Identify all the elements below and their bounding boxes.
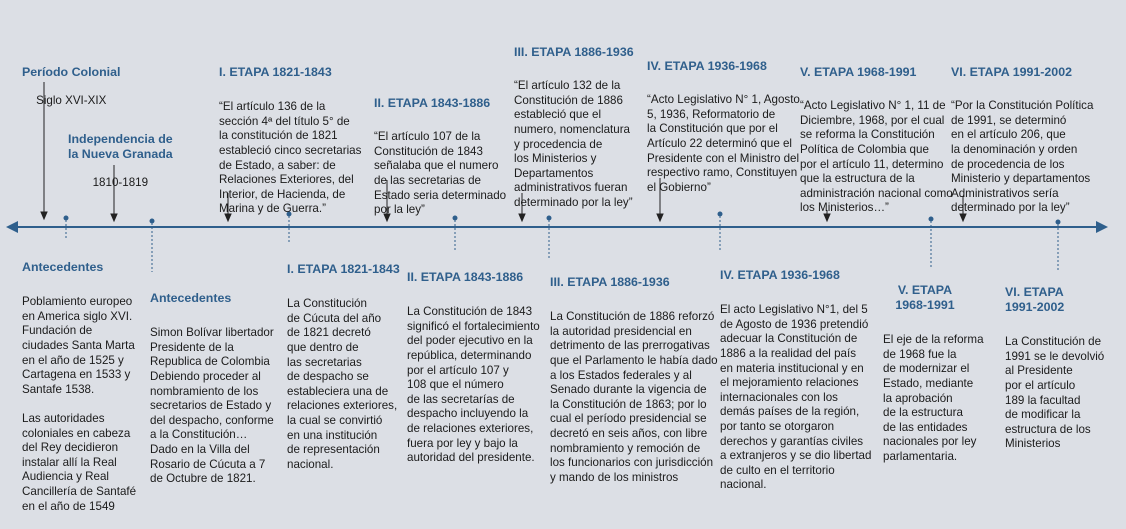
item-body: “Por la Constitución Política de 1991, se determinó en el artículo 206, que la denominación y orden de procedencia de los Ministerio y departamentos Administrativos sería determinado por la ley” [951,99,1094,215]
etapa-1-bottom [287,247,400,487]
item-body: “El artículo 107 de la Constitución de 1843 señalaba que el numero de las secretarias de Estado seria determinado por la ley” [374,130,507,217]
item-heading: II. ETAPA 1843-1886 [374,95,491,110]
item-body: La Constitución de 1843 significó el fortalecimiento del poder ejecutivo en la república, determinando por el artículo 107 y 108 que el número de las secretarías de despacho incluyendo la de relaciones exteriores, fuera por ley y bajo la autoridad del presidente. [407,305,540,465]
item-body: El eje de la reforma de 1968 fue la de modernizar el Estado, mediante la aprobación de la estructura de las entidades nacionales por ley parlamentaria. [883,333,984,463]
item-body: El acto Legislativo N°1, del 5 de Agosto de 1936 pretendió adecuar la Constitución de 1886 a la realidad del país en materia institucional y en el mejoramiento relaciones internacionales con los demás países de la región, por tanto se otorgaron derechos y garantías civiles a extranjeros y se dio libertad de culto en el territorio nacional. [720,303,872,492]
item-heading: Independencia de la Nueva Granada [68,131,173,161]
item-heading: I. ETAPA 1821-1843 [219,64,332,79]
item-body: “Acto Legislativo N° 1, Agosto 5, 1936, Reformatorio de la Constitución que por el Artículo 22 determinó que el Presidente con el Ministro del respectivo ramo, Constituyen el Gobierno” [647,93,800,194]
etapa-2-bottom [407,255,540,480]
etapa-4-bottom [720,253,871,508]
etapa-6-bottom [1005,270,1104,467]
item-body: “Acto Legislativo N° 1, 11 de Diciembre, 1968, por el cual se reforma la Constitución Política de Colombia que por el artículo 11, determino que la estructura de la administración nacional como los Ministerios…” [800,99,953,215]
etapa-5-bottom [883,268,984,479]
item-heading: VI. ETAPA 1991-2002 [1005,284,1065,314]
item-body: “El artículo 136 de la sección 4ª del título 5° de la constitución de 1821 estableció cinco secretarias de Estado, a saber: de Relaciones Exteriores, del Interior, de Hacienda, de Marina y de Guerra.” [219,100,362,216]
etapa-6-top [951,50,1093,231]
item-heading: II. ETAPA 1843-1886 [407,269,524,284]
etapa-3-top [514,30,634,225]
item-heading: IV. ETAPA 1936-1968 [647,58,767,73]
etapa-2-top [374,81,506,232]
item-heading: V. ETAPA 1968-1991 [800,64,917,79]
item-body: La Constitución de Cúcuta del año de 1821 decretó que dentro de las secretarias de despacho se estableciera una de relaciones exteriores, la cual se convirtió en una institución de representación nacional. [287,297,398,471]
item-body: Siglo XVI-XIX [36,94,107,108]
item-body: La Constitución de 1886 reforzó la autoridad presidencial en detrimento de las prerrogativas que el Parlamento le había dado a los Estados federales y al Senado durante la vigencia de la Constitución de 1863; por lo cual el período presidencial se decretó en seis años, con libre nombramiento y remoción de los funcionarios con jurisdicción y mando de los ministros [550,310,718,484]
antecedentes-2 [150,276,274,501]
independencia [68,117,173,205]
etapa-3-bottom [550,260,718,500]
item-heading: Período Colonial [22,64,121,79]
item-heading: I. ETAPA 1821-1843 [287,261,400,276]
arrow-left-icon [6,221,18,233]
item-body: 1810-1819 [92,176,149,190]
item-heading: III. ETAPA 1886-1936 [514,44,634,59]
arrow-right-icon [1096,221,1108,233]
item-body: Simon Bolívar libertador Presidente de la Republica de Colombia Debiendo proceder al nombramiento de los secretarios de Estado y del despacho, conforme a la Constitución… Dado en la Villa del Rosario de Cúcuta a 7 de Octubre de 1821. [150,326,274,486]
item-body: “El artículo 132 de la Constitución de 1886 estableció que el numero, nomenclatura y procedencia de los Ministerios y Departamentos administrativos fueran determinado por la ley” [514,79,633,209]
item-heading: V. ETAPA 1968-1991 [895,282,955,312]
item-body: Poblamiento europeo en America siglo XVI. Fundación de ciudades Santa Marta en el año de 1525 y Cartagena en 1533 y Santafe 1538. Las autoridades coloniales en cabeza del Rey decidieron instalar allí la Real Audiencia y Real Cancillería de Santafé en el año de 1549 [22,295,137,513]
etapa-1-top [219,50,361,232]
item-heading: Antecedentes [22,259,104,274]
item-heading: VI. ETAPA 1991-2002 [951,64,1072,79]
item-heading: III. ETAPA 1886-1936 [550,274,670,289]
item-body: La Constitución de 1991 se le devolvió al Presidente por el artículo 189 la facultad de modificar la estructura de los Ministerios [1005,335,1105,451]
period-colonial [22,50,120,123]
etapa-5-top [800,50,953,231]
etapa-4-top [647,44,800,210]
item-heading: IV. ETAPA 1936-1968 [720,267,840,282]
item-heading: Antecedentes [150,290,232,305]
antecedentes-1 [22,245,136,529]
